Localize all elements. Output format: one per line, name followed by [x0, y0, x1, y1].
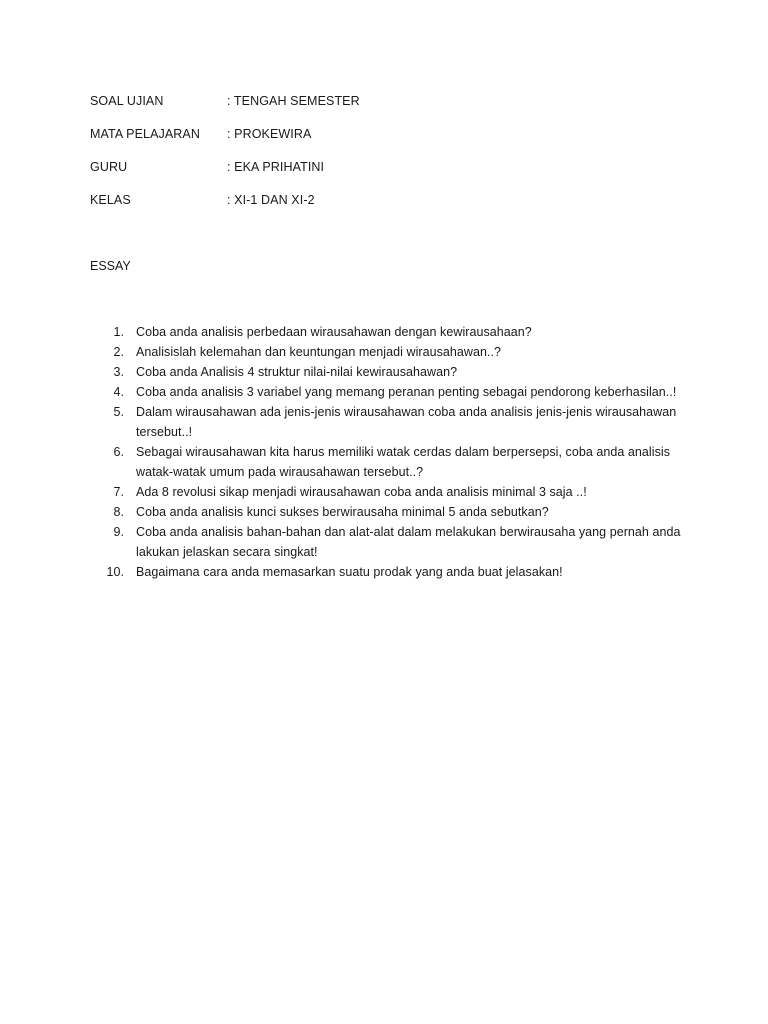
header-label: KELAS: [90, 193, 131, 207]
question-text: Ada 8 revolusi sikap menjadi wirausahawan coba anda analisis minimal 3 saja ..!: [136, 485, 587, 499]
question-item: [90, 562, 690, 582]
question-text: Coba anda Analisis 4 struktur nilai-nilai kewirausahawan?: [136, 365, 458, 379]
question-text: Dalam wirausahawan ada jenis-jenis wirausahawan coba anda analisis jenis-jenis wirausahawan tersebut..!: [136, 405, 677, 439]
question-item: [90, 342, 690, 362]
question-item: [90, 402, 690, 442]
question-number: 4.: [113, 385, 124, 399]
question-item: [90, 482, 690, 502]
question-text: Bagaimana cara anda memasarkan suatu prodak yang anda buat jelasakan!: [136, 565, 563, 579]
question-number: 5.: [113, 405, 124, 419]
header-value: : PROKEWIRA: [227, 127, 312, 141]
question-list: [90, 322, 690, 582]
section-title: ESSAY: [90, 259, 131, 273]
question-item: [90, 502, 690, 522]
exam-header: [90, 92, 690, 224]
question-number: 7.: [113, 485, 124, 499]
header-row-mata-pelajaran: [90, 125, 690, 158]
header-row-soal-ujian: [90, 92, 690, 125]
question-item: [90, 382, 690, 402]
header-row-guru: [90, 158, 690, 191]
question-text: Coba anda analisis perbedaan wirausahawan dengan kewirausahaan?: [136, 325, 532, 339]
question-number: 10.: [106, 565, 124, 579]
header-label: MATA PELAJARAN: [90, 127, 200, 141]
question-number: 9.: [113, 525, 124, 539]
question-number: 2.: [113, 345, 124, 359]
header-value: : EKA PRIHATINI: [227, 160, 325, 174]
question-item: [90, 362, 690, 382]
question-item: [90, 442, 690, 482]
header-label: GURU: [90, 160, 128, 174]
question-number: 3.: [113, 365, 124, 379]
question-text: Coba anda analisis 3 variabel yang memang peranan penting sebagai pendorong keberhasilan..!: [136, 385, 677, 399]
header-value: : TENGAH SEMESTER: [227, 94, 360, 108]
question-number: 6.: [113, 445, 124, 459]
header-value: : XI-1 DAN XI-2: [227, 193, 315, 207]
question-text: Coba anda analisis bahan-bahan dan alat-alat dalam melakukan berwirausaha yang pernah anda lakukan jelaskan secara singkat!: [136, 525, 681, 559]
question-text: Analisislah kelemahan dan keuntungan menjadi wirausahawan..?: [136, 345, 502, 359]
header-label: SOAL UJIAN: [90, 94, 164, 108]
question-item: [90, 522, 690, 562]
header-row-kelas: [90, 191, 690, 224]
question-text: Sebagai wirausahawan kita harus memiliki watak cerdas dalam berpersepsi, coba anda analisis watak-watak umum pada wirausahawan tersebut..?: [136, 445, 670, 479]
question-item: [90, 322, 690, 342]
question-number: 1.: [113, 325, 124, 339]
question-text: Coba anda analisis kunci sukses berwirausaha minimal 5 anda sebutkan?: [136, 505, 549, 519]
question-number: 8.: [113, 505, 124, 519]
